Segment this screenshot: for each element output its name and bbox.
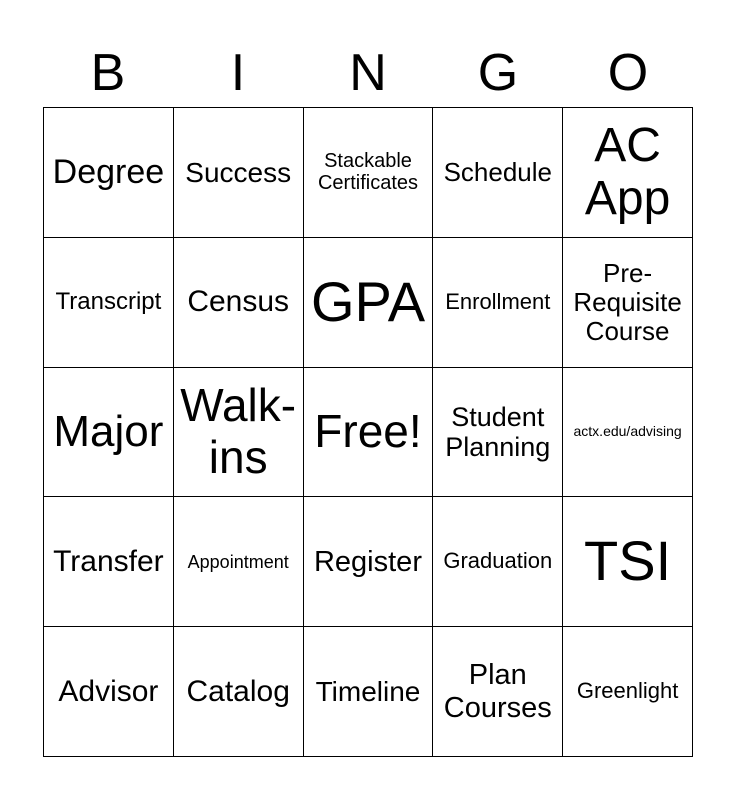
bingo-cell[interactable]: AC App — [563, 108, 693, 238]
bingo-cell[interactable]: Schedule — [433, 108, 563, 238]
header-letter-n: N — [349, 44, 387, 102]
bingo-cell[interactable]: Stackable Certificates — [304, 108, 434, 238]
header-letter-b: B — [90, 44, 126, 102]
bingo-cell[interactable]: actx.edu/advising — [563, 368, 693, 498]
bingo-cell[interactable]: Success — [174, 108, 304, 238]
bingo-card-grid — [43, 107, 693, 757]
header-letter-o: O — [607, 44, 649, 102]
bingo-cell[interactable]: Advisor — [44, 627, 174, 757]
bingo-cell[interactable]: Catalog — [174, 627, 304, 757]
bingo-cell[interactable]: Plan Courses — [433, 627, 563, 757]
bingo-cell[interactable]: Major — [44, 368, 174, 498]
bingo-cell[interactable]: GPA — [304, 238, 434, 368]
bingo-cell[interactable]: Walk-ins — [174, 368, 304, 498]
bingo-cell[interactable]: Graduation — [433, 497, 563, 627]
bingo-header — [43, 40, 693, 106]
header-letter-g: G — [477, 44, 519, 102]
bingo-cell[interactable]: Enrollment — [433, 238, 563, 368]
header-letter-i: I — [230, 44, 246, 102]
bingo-cell[interactable]: Student Planning — [433, 368, 563, 498]
bingo-cell[interactable]: Census — [174, 238, 304, 368]
bingo-cell[interactable]: Greenlight — [563, 627, 693, 757]
bingo-cell[interactable]: Pre-Requisite Course — [563, 238, 693, 368]
bingo-cell[interactable]: Timeline — [304, 627, 434, 757]
bingo-cell[interactable]: TSI — [563, 497, 693, 627]
bingo-cell[interactable]: Register — [304, 497, 434, 627]
bingo-cell[interactable]: Appointment — [174, 497, 304, 627]
bingo-cell[interactable]: Transfer — [44, 497, 174, 627]
bingo-cell[interactable]: Transcript — [44, 238, 174, 368]
bingo-cell[interactable]: Free! — [304, 368, 434, 498]
bingo-cell[interactable]: Degree — [44, 108, 174, 238]
